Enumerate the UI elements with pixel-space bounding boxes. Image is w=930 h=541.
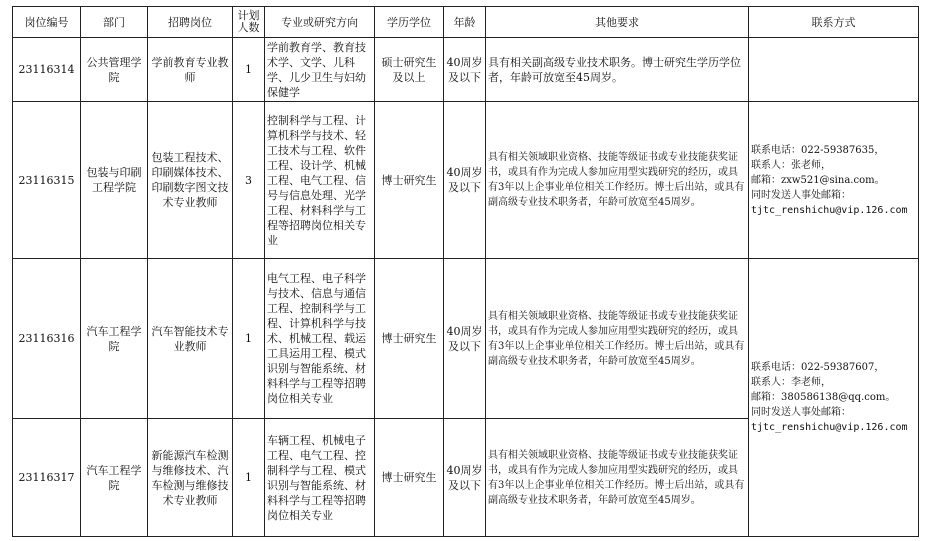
- contact-email: 邮箱：zxw521@sina.com。: [751, 174, 885, 186]
- header-contact: 联系方式: [749, 7, 919, 38]
- contact-empty: [749, 38, 919, 102]
- position-id: 23116316: [13, 259, 81, 419]
- requirements: 具有相关领域职业资格、技能等级证书或专业技能获奖证书，或具有作为完成人参加应用型实践研究的经历，或具有3年以上企事业单位相关工作经历。博士后出站，或具有副高级专业技术职务者，年龄可放宽至45周岁。: [486, 102, 749, 259]
- degree: 博士研究生: [375, 102, 444, 259]
- planned-count: 1: [233, 259, 265, 419]
- degree: 硕士研究生及以上: [375, 38, 444, 102]
- requirements: 具有相关领域职业资格、技能等级证书或专业技能获奖证书，或具有作为完成人参加应用型实践研究的经历，或具有3年以上企事业单位相关工作经历。博士后出站，或具有副高级专业技术职务者，年龄可放宽至45周岁。: [486, 419, 749, 537]
- position-id: 23116317: [13, 419, 81, 537]
- age-limit: 40周岁及以下: [444, 102, 486, 259]
- position-title: 学前教育专业教师: [148, 38, 233, 102]
- requirements: 具有相关副高级专业技术职务。博士研究生学历学位者，年龄可放宽至45周岁。: [486, 38, 749, 102]
- contact-forward-note: 同时发送人事处邮箱：: [751, 189, 851, 201]
- header-row: [13, 7, 919, 38]
- planned-count: 3: [233, 102, 265, 259]
- header-degree: 学历学位: [375, 7, 444, 38]
- degree: 博士研究生: [375, 419, 444, 537]
- contact-email: 邮箱：380586138@qq.com。: [751, 392, 896, 403]
- major-field: 学前教育学、教育技术学、文学、儿科学、儿少卫生与妇幼保健学: [265, 38, 375, 102]
- department: 汽车工程学院: [81, 259, 148, 419]
- contact-info: [749, 102, 919, 259]
- header-id: 岗位编号: [13, 7, 81, 38]
- age-limit: 40周岁及以下: [444, 38, 486, 102]
- contact-forward-note: 同时发送人事处邮箱：: [751, 407, 851, 418]
- age-limit: 40周岁及以下: [444, 259, 486, 419]
- age-limit: 40周岁及以下: [444, 419, 486, 537]
- position-title: 汽车智能技术专业教师: [148, 259, 233, 419]
- header-dept: 部门: [81, 7, 148, 38]
- header-major: 专业或研究方向: [265, 7, 375, 38]
- department: 公共管理学院: [81, 38, 148, 102]
- contact-hr-email: tjtc_renshichu@vip.126.com: [751, 422, 908, 433]
- major-field: 控制科学与工程、计算机科学与技术、轻工技术与工程、软件工程、设计学、机械工程、电气工程、信号与信息处理、光学工程、材料科学与工程等招聘岗位相关专业: [265, 102, 375, 259]
- planned-count: 1: [233, 419, 265, 537]
- department: 汽车工程学院: [81, 419, 148, 537]
- contact-phone: 联系电话：022-59387607，: [751, 362, 885, 373]
- table-row: [13, 259, 919, 419]
- recruitment-table: [12, 6, 919, 537]
- position-id: 23116314: [13, 38, 81, 102]
- major-field: 电气工程、电子科学与技术、信息与通信工程、控制科学与工程、计算机科学与技术、机械工程、载运工具运用工程、模式识别与智能系统、材料科学与工程等招聘岗位相关专业: [265, 259, 375, 419]
- header-age: 年龄: [444, 7, 486, 38]
- contact-info: [749, 259, 919, 537]
- planned-count: 1: [233, 38, 265, 102]
- position-id: 23116315: [13, 102, 81, 259]
- contact-person: 联系人：张老师，: [751, 159, 831, 171]
- department: 包装与印刷工程学院: [81, 102, 148, 259]
- degree: 博士研究生: [375, 259, 444, 419]
- major-field: 车辆工程、机械电子工程、电气工程、控制科学与工程、模式识别与智能系统、材料科学与工程等招聘岗位相关专业: [265, 419, 375, 537]
- header-requirements: 其他要求: [486, 7, 749, 38]
- table-row: [13, 38, 919, 102]
- contact-person: 联系人：李老师，: [751, 377, 831, 388]
- contact-phone: 联系电话：022-59387635，: [751, 144, 885, 156]
- table-row: [13, 102, 919, 259]
- header-position: 招聘岗位: [148, 7, 233, 38]
- contact-hr-email: tjtc_renshichu@vip.126.com: [751, 204, 908, 216]
- position-title: 新能源汽车检测与维修技术、汽车检测与维修技术专业教师: [148, 419, 233, 537]
- position-title: 包装工程技术、印刷媒体技术、印刷数字图文技术专业教师: [148, 102, 233, 259]
- requirements: 具有相关领域职业资格、技能等级证书或专业技能获奖证书，或具有作为完成人参加应用型实践研究的经历，或具有3年以上企事业单位相关工作经历。博士后出站，或具有副高级专业技术职务者，年龄可放宽至45周岁。: [486, 259, 749, 419]
- header-count: 计划人数: [233, 7, 265, 38]
